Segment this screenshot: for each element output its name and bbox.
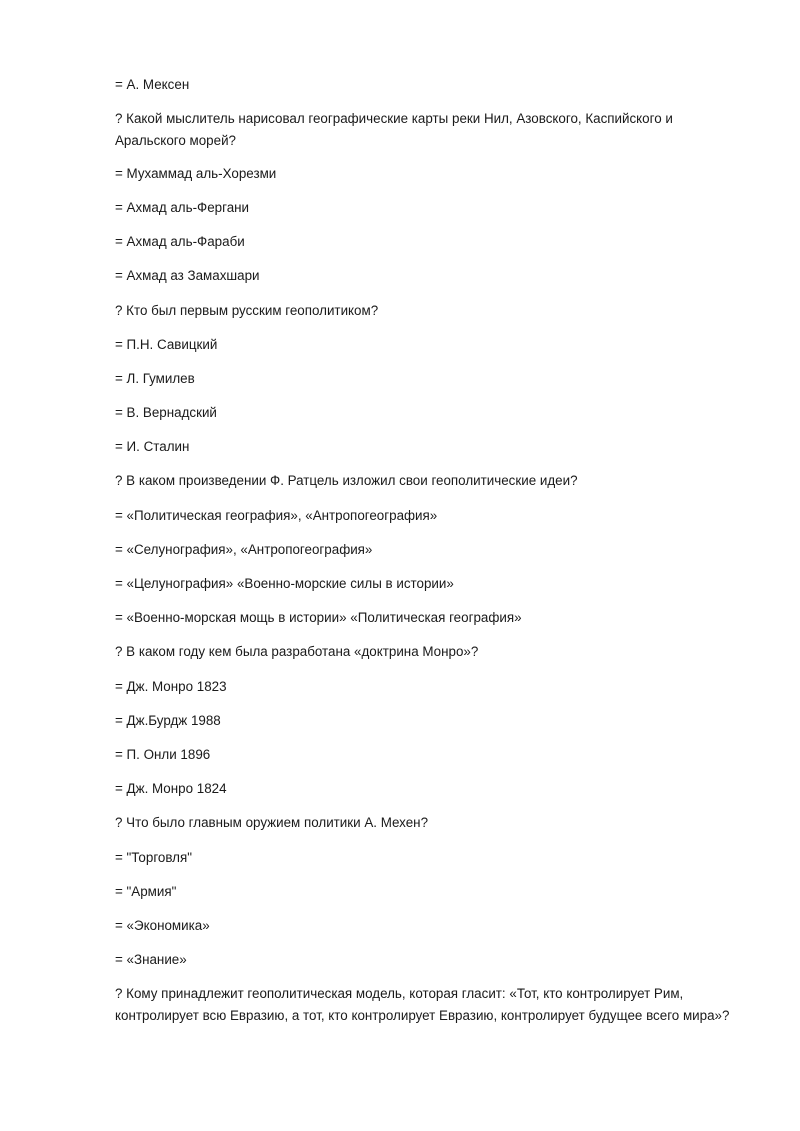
answer-option: = Ахмад аль-Фергани	[115, 200, 250, 215]
answer-option: = «Целунография» «Военно-морские силы в истории»	[115, 576, 454, 591]
answer-option: = А. Мексен	[115, 77, 190, 92]
answer-option: = «Знание»	[115, 952, 187, 967]
answer-option: = Дж. Монро 1823	[115, 679, 227, 694]
answer-option: = «Селунография», «Антропогеография»	[115, 542, 373, 557]
answer-option: = Мухаммад аль-Хорезми	[115, 166, 277, 181]
question-text: ? В каком произведении Ф. Ратцель изложил свои геополитические идеи?	[115, 473, 578, 488]
question-text: ? Какой мыслитель нарисовал географические карты реки Нил, Азовского, Каспийского и Аральского морей?	[115, 111, 673, 148]
answer-option: = Л. Гумилев	[115, 371, 195, 386]
answer-option: = Ахмад аль-Фараби	[115, 234, 245, 249]
answer-option: = В. Вернадский	[115, 405, 217, 420]
question-text: ? В каком году кем была разработана «доктрина Монро»?	[115, 644, 479, 659]
answer-option: = П.Н. Савицкий	[115, 337, 218, 352]
answer-option: = Ахмад аз Замахшари	[115, 268, 260, 283]
answer-option: = «Политическая география», «Антропогеография»	[115, 508, 438, 523]
answer-option: = Дж. Монро 1824	[115, 781, 227, 796]
question-text: ? Что было главным оружием политики А. Мехен?	[115, 815, 429, 830]
answer-option: = "Торговля"	[115, 850, 192, 865]
question-text: ? Кто был первым русским геополитиком?	[115, 303, 379, 318]
answer-option: = «Военно-морская мощь в истории» «Политическая география»	[115, 610, 522, 625]
answer-option: = И. Сталин	[115, 439, 190, 454]
answer-option: = "Армия"	[115, 884, 177, 899]
answer-option: = Дж.Бурдж 1988	[115, 713, 221, 728]
question-text: ? Кому принадлежит геополитическая модель, которая гласит: «Тот, кто контролирует Рим, контролирует всю Евразию, а тот, кто контролирует Евразию, контролирует будущее всего мира»?	[115, 986, 730, 1023]
answer-option: = П. Онли 1896	[115, 747, 211, 762]
answer-option: = «Экономика»	[115, 918, 210, 933]
